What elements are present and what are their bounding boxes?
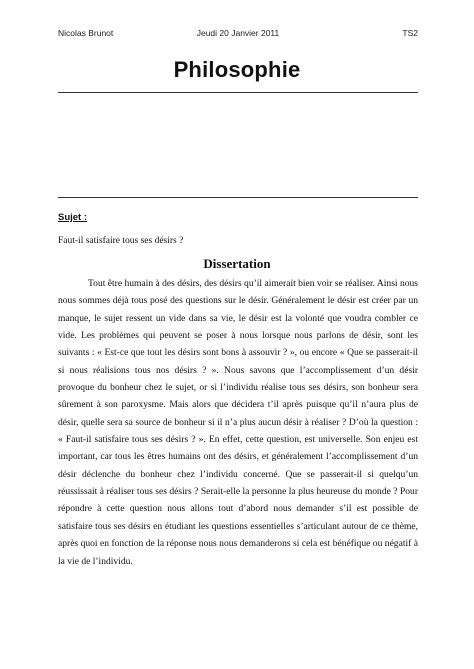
header-date: Jeudi 20 Janvier 2011 bbox=[196, 28, 280, 38]
header-class: TS2 bbox=[402, 28, 418, 38]
header-author: Nicolas Brunot bbox=[58, 28, 114, 38]
section-title: Dissertation bbox=[203, 256, 271, 271]
title-divider-top bbox=[58, 92, 418, 93]
document-title: Philosophie bbox=[173, 57, 301, 82]
page-header bbox=[58, 28, 418, 40]
title-divider-bottom bbox=[58, 197, 418, 198]
subject-label: Sujet : bbox=[58, 212, 88, 223]
dissertation-paragraph: Tout être humain à des désirs, des désirs qu’il aimerait bien voir se réaliser. Ainsi nous nous sommes déjà tous posé des questions sur le désir. Généralement le désir est créer par un manque, le sujet ressent un vide dans sa vie, le désir est la volonté que voudra combler ce vide. Les problèmes qui peuvent se poser à nous lorsque nous parlons de désir, sont les suivants : « Est-ce que tout les désirs sont bons à assouvir ? », ou encore « Que se passerait-il si nous réalisions tous nos désirs ? ». Nous savons que l’accomplissement d’un désir provoque du bonheur chez le sujet, or si l’individu réalise tous ses désirs, son bonheur sera sûrement à son paroxysme. Mais alors que décidera t’il après puisque qu’il n’aura plus de désir, quelle sera sa source de bonheur si il n’a plus aucun désir à réaliser ? D’où la question : « Faut-il satisfaire tous ses désirs ? ». En effet, cette question, est universelle. Son enjeu est important, car tous les êtres humains ont des désirs, et généralement l’accomplissement d’un désir déclenche du bonheur chez l’individu concerné. Que se passerait-il si quelqu’un réussissait à réaliser tous ses désirs ? Serait-elle la personne la plus heureuse du monde ? Pour répondre à cette question nous allons tout d’abord nous demander s’il est possible de satisfaire tous ses désirs en étudiant les questions essentielles s’articulant autour de ce thème, après quoi en fonction de la réponse nous nous demanderons si cela est bénéfique ou négatif à la vie de l’individu. bbox=[58, 278, 418, 567]
subject-question: Faut-il satisfaire tous ses désirs ? bbox=[58, 236, 184, 246]
